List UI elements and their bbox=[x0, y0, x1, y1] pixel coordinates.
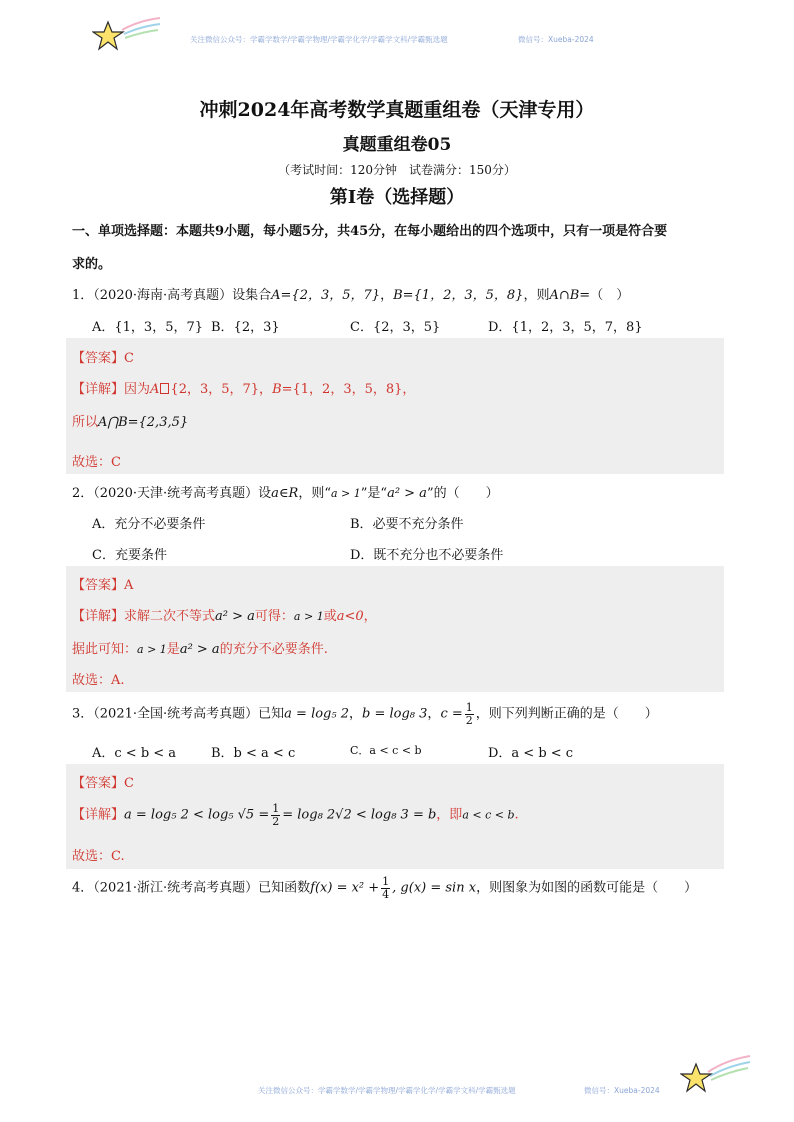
q1-detail-line1: 【详解】因为A {2，3，5，7}，B={1，2，3，5，8}， bbox=[72, 382, 416, 397]
q2-answer: 【答案】A bbox=[72, 578, 134, 593]
q1-answer-box bbox=[66, 338, 724, 474]
q1-option-d: D．{1，2，3，5，7，8} bbox=[488, 320, 643, 335]
paper-title: 冲刺2024年高考数学真题重组卷（天津专用） bbox=[199, 99, 595, 121]
question-2: 2．（2020·天津·统考高考真题）设a∈R，则“a > 1”是“a² > a”的（ ） bbox=[72, 486, 499, 501]
q2-option-b: B．必要不充分条件 bbox=[350, 517, 464, 532]
header-channels: 关注微信公众号：学霸学数学/学霸学物理/学霸学化学/学霸学文科/学霸甄选题 bbox=[190, 35, 448, 44]
q1-answer: 【答案】C bbox=[72, 351, 134, 366]
q1-choose: 故选：C bbox=[72, 455, 121, 470]
q1-option-c: C．{2，3，5} bbox=[350, 320, 441, 335]
q2-detail-line1: 【详解】求解二次不等式a² > a可得：a > 1或a<0， bbox=[72, 609, 377, 624]
section-instructions-cont: 求的。 bbox=[72, 257, 112, 272]
q2-answer-box bbox=[66, 566, 724, 692]
q3-answer-box bbox=[66, 764, 724, 869]
footer-wechat-id: 微信号：Xueba-2024 bbox=[584, 1086, 660, 1095]
q1-detail-line2: 所以A⋂B={2,3,5} bbox=[72, 415, 189, 430]
q3-answer: 【答案】C bbox=[72, 776, 134, 791]
star-logo-icon bbox=[92, 16, 162, 58]
q3-detail: 【详解】a = log₅ 2 < log₅ √5 = $\frac{1}{2}$ = log₈ 2√2 < log₈ 3 = b，即a < c < b. bbox=[72, 802, 519, 828]
q3-choose: 故选：C. bbox=[72, 849, 125, 864]
q2-option-d: D．既不充分也不必要条件 bbox=[350, 548, 504, 563]
exam-info: （考试时间：120分钟 试卷满分：150分） bbox=[278, 163, 516, 177]
q2-option-c: C．充要条件 bbox=[92, 548, 167, 563]
q3-option-d: D．a < b < c bbox=[488, 746, 574, 761]
part-title: 第I卷（选择题） bbox=[329, 187, 465, 208]
q3-option-c: C．a < c < b bbox=[350, 744, 422, 757]
question-3: 3．（2021·全国·统考高考真题）已知a = log₅ 2，b = log₈ 3，c = $\frac{1}{2}$ ，则下列判断正确的是（ ） bbox=[72, 701, 658, 727]
question-1: 1．（2020·海南·高考真题）设集合A={2，3，5，7}，B={1，2，3，5，8}，则A∩B=（ ） bbox=[72, 288, 630, 303]
q2-detail-line2: 据此可知：a > 1是a² > a的充分不必要条件. bbox=[72, 642, 328, 657]
question-4: 4．（2021·浙江·统考高考真题）已知函数f(x) = x² + $\frac{1}{4}$ , g(x) = sin x，则图象为如图的函数可能是（ ） bbox=[72, 875, 698, 901]
q2-choose: 故选：A. bbox=[72, 673, 125, 688]
footer-star-logo-icon bbox=[680, 1052, 752, 1096]
q2-option-a: A．充分不必要条件 bbox=[92, 517, 206, 532]
q3-option-a: A．c < b < a bbox=[92, 746, 177, 761]
q3-option-b: B．b < a < c bbox=[211, 746, 296, 761]
section-instructions: 一、单项选择题：本题共9小题，每小题5分，共45分，在每小题给出的四个选项中，只有一项是符合要 bbox=[72, 224, 668, 239]
q1-option-b: B．{2，3} bbox=[211, 320, 280, 335]
header-wechat-id: 微信号：Xueba-2024 bbox=[518, 35, 594, 44]
q1-option-a: A．{1，3，5，7} bbox=[92, 320, 204, 335]
footer-channels: 关注微信公众号：学霸学数学/学霸学物理/学霸学化学/学霸学文科/学霸甄选题 bbox=[258, 1086, 516, 1095]
paper-subtitle: 真题重组卷05 bbox=[342, 135, 452, 155]
